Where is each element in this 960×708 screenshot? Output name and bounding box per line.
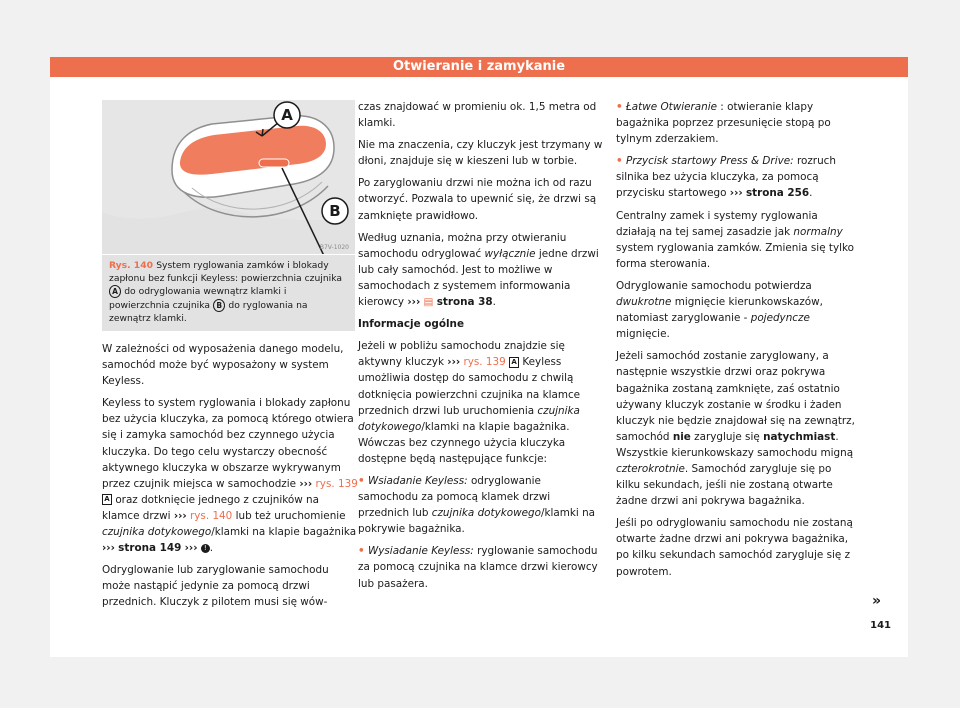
callout-b: B <box>329 202 341 220</box>
caption-text-3: do ryglowania na zewnątrz klamki. <box>109 299 308 324</box>
col1-p2-text-a: Keyless to system ryglowania i blokady zapłonu bez użycia kluczyka, za pomocą którego otwiera się i zamyka samochód bez czynnego użycia kluczyka. Do tego celu wystarczy obecność aktywnego kluczyka w obszarze wykrywanym przez czujnik miejsca w samochodzie <box>102 397 354 490</box>
col2-paragraph-5: Jeżeli w pobliżu samochodu znajdzie się aktywny kluczyk ››› rys. 139 A Keyless umożliwia dostęp do samochodu z chwilą dotknięcia powierzchni czujnika na klamce przednich drzwi lub uruchomienia czujnika dotykowego/klamki na klapie bagażnika. Wówczas bez czynnego użycia kluczyka dostępne będą następujące funkcje: <box>358 340 581 465</box>
section-heading: Informacje ogólne <box>358 318 464 331</box>
bullet-icon: • <box>358 545 365 558</box>
col3-p2-text-c: mignięcie. <box>616 328 670 341</box>
caption-text-2: do odryglowania wewnątrz klamki i powierzchnia czujnika <box>109 286 287 311</box>
bullet-icon: • <box>358 474 365 487</box>
column-2 <box>358 99 604 598</box>
col3-paragraph-3 <box>616 348 856 509</box>
col2-p5-text-b: Keyless umożliwia dostęp do samochodu z chwilą dotknięcia powierzchni czujnika na klamce przednich drzwi lub uruchomienia <box>358 356 581 417</box>
bullet-icon: • <box>616 101 623 113</box>
page <box>50 57 908 657</box>
col3-p2-text-a: Odryglowanie samochodu potwierdza <box>616 279 812 292</box>
figure-caption <box>102 255 355 331</box>
col3-p3-italic: czterokrotnie <box>616 462 685 475</box>
col2-paragraph-4: Według uznania, można przy otwieraniu samochodu odryglować wyłącznie jedne drzwi lub cały samochód. Jest to możliwe w samochodach z systemem informowania kierowcy ››› ▤ strona 38. <box>358 231 599 309</box>
door-handle-figure <box>102 100 355 254</box>
col2-p4-text-b: jedne drzwi lub cały samochód. Jest to możliwe w samochodach z systemem informowania kierowcy <box>358 247 599 309</box>
ref-strona-38[interactable]: strona 38 <box>436 296 493 309</box>
caption-badge-b: B <box>213 299 225 312</box>
col3-p3-text-c: . Wszystkie kierunkowskazy samochodu migną <box>616 430 854 459</box>
col2-paragraph-1: czas znajdować w promieniu ok. 1,5 metra od klamki. <box>358 101 597 130</box>
col1-p2-text-d: /klamki na klapie bagażnika <box>211 526 357 539</box>
col3-b1-text: : otwieranie klapy bagażnika poprzez przesunięcie stopą po tylnym zderzakiem. <box>616 101 831 146</box>
col2-paragraph-2: Nie ma znaczenia, czy kluczyk jest trzymany w dłoni, znajduje się w kieszeni lub w torbie. <box>358 139 603 168</box>
ref-rys-140[interactable]: rys. 140 <box>190 509 233 522</box>
col3-p2-text-b: mignięcie kierunkowskazów, natomiast zaryglowanie - <box>616 296 823 325</box>
col3-p3-bold-2: natychmiast <box>763 430 836 443</box>
door-handle-illustration <box>102 100 355 254</box>
col3-paragraph-2 <box>616 278 856 342</box>
continue-marker: » <box>872 593 882 609</box>
col2-p5-text-c: /klamki na klapie bagażnika. Wówczas bez czynnego użycia kluczyka dostępne będą następujące funkcje: <box>358 420 570 465</box>
col2-b2-italic: Wysiadanie Keyless: <box>367 545 474 558</box>
ref-rys-139[interactable]: rys. 139 <box>315 477 358 490</box>
col3-p1-italic: normalny <box>793 225 843 238</box>
ref-strona-256[interactable]: strona 256 <box>745 187 810 200</box>
col3-b1-italic: Łatwe Otwieranie <box>625 101 717 113</box>
col2-b1-text-2: /klamki na pokrywie bagażnika. <box>358 507 596 536</box>
caption-label: Rys. 140 <box>109 260 153 271</box>
col3-p3-text-b: zarygluje się <box>694 430 760 443</box>
col1-paragraph-3: Odryglowanie lub zaryglowanie samochodu może nastąpić jedynie za pomocą drzwi przednich. Kluczyk z pilotem musi się wów- <box>102 564 329 609</box>
bullet-icon: • <box>616 155 623 168</box>
col1-p2-text-c: lub też uruchomienie <box>235 509 346 522</box>
col3-bullet-1 <box>616 99 856 147</box>
col1-paragraph-2: Keyless to system ryglowania i blokady zapłonu bez użycia kluczyka, za pomocą którego otwiera się i zamyka samochód bez czynnego użycia kluczyka. Do tego celu wystarczy obecność aktywnego kluczyka w obszarze wykrywanym przez czujnik miejsca w samochodzie ››› rys. 139 A oraz dotknięcie jednego z czujników na klamce drzwi ››› rys. 140 lub też uruchomienie czujnika dotykowego/klamki na klapie bagażnika ››› strona 149 ››› ! . <box>102 397 358 555</box>
book-icon: ▤ <box>423 296 434 309</box>
page-title: Otwieranie i zamykanie <box>50 57 908 77</box>
ref-square-a-2: A <box>509 357 519 368</box>
col2-paragraph-3: Po zaryglowaniu drzwi nie można ich od razu otworzyć. Pozwala to upewnić się, że drzwi są zamknięte prawidłowo. <box>358 177 597 222</box>
col2-p4-italic: wyłącznie <box>484 247 536 260</box>
col3-bullet-2: • Przycisk startowy Press & Drive: rozruch silnika bez użycia kluczyka, za pomocą przycisku startowego ››› strona 256. <box>616 155 836 200</box>
ref-strona-149[interactable]: strona 149 <box>118 542 182 555</box>
col2-p4-text-a: Według uznania, można przy otwieraniu samochodu odryglować <box>358 231 567 260</box>
column-3 <box>616 99 856 586</box>
col2-p5-italic: czujnika dotykowego <box>358 404 580 433</box>
col3-p1-text-b: system ryglowania zamków. Zmienia się tylko forma sterowania. <box>616 241 855 270</box>
figure-id: B7V-1020 <box>319 244 349 251</box>
col1-p2-italic: czujnika dotykowego <box>102 526 212 539</box>
col2-bullet-1 <box>358 473 604 537</box>
lock-sensor-area <box>259 159 289 167</box>
col3-p3-text-a: Jeżeli samochód zostanie zaryglowany, a następnie wszystkie drzwi oraz pokrywa bagażnika zostaną zamknięte, zaś ostatnio używany kluczyk zostanie w środku i żaden kluczyk nie będzie znajdował się na zewnątrz, samochód <box>616 350 855 443</box>
col3-p2-italic-2: pojedyncze <box>750 312 810 325</box>
col3-b2-italic: Przycisk startowy Press & Drive: <box>625 155 794 168</box>
col2-bullet-2 <box>358 543 604 591</box>
col3-p1-text-a: Centralny zamek i systemy ryglowania działają na tej samej zasadzie jak <box>616 209 818 238</box>
col3-p2-italic-1: dwukrotne <box>616 296 672 309</box>
col2-b1-italic-2: czujnika dotykowego <box>431 507 541 520</box>
page-number: 141 <box>870 620 891 631</box>
col1-p2-text-b: oraz dotknięcie jednego z czujników na klamce drzwi <box>102 493 320 522</box>
col1-paragraph-1: W zależności od wyposażenia danego modelu, samochód może być wyposażony w system Keyless. <box>102 343 344 388</box>
col3-p3-bold-1: nie <box>672 430 691 443</box>
ref-square-a: A <box>102 494 112 505</box>
col2-b1-text: odryglowanie samochodu za pomocą klamek drzwi przednich lub <box>358 474 551 520</box>
col3-paragraph-1 <box>616 208 856 272</box>
col3-paragraph-4: Jeśli po odryglowaniu samochodu nie zostaną otwarte żadne drzwi ani pokrywa bagażnika, po kilku sekundach samochód zarygluje się z powrotem. <box>616 517 853 578</box>
caption-badge-a: A <box>109 285 121 298</box>
col3-p3-text-d: . Samochód zarygluje się po kilku sekundach, jeśli nie zostaną otwarte żadne drzwi ani pokrywa bagażnika. <box>616 462 833 508</box>
col3-b2-text: rozruch silnika bez użycia kluczyka, za pomocą przycisku startowego <box>616 155 836 200</box>
warning-icon: ! <box>201 544 210 553</box>
ref-rys-139-b[interactable]: rys. 139 <box>463 356 506 369</box>
column-1 <box>102 341 358 617</box>
caption-text-1: System ryglowania zamków i blokady zapłonu bez funkcji Keyless: powierzchnia czujnika <box>109 260 343 285</box>
callout-a: A <box>281 106 293 124</box>
col2-b2-text: ryglowanie samochodu za pomocą czujnika na klamce drzwi kierowcy lub pasażera. <box>358 545 598 590</box>
col2-b1-italic: Wsiadanie Keyless: <box>367 474 468 487</box>
col2-p5-text-a: Jeżeli w pobliżu samochodu znajdzie się aktywny kluczyk <box>358 340 565 369</box>
